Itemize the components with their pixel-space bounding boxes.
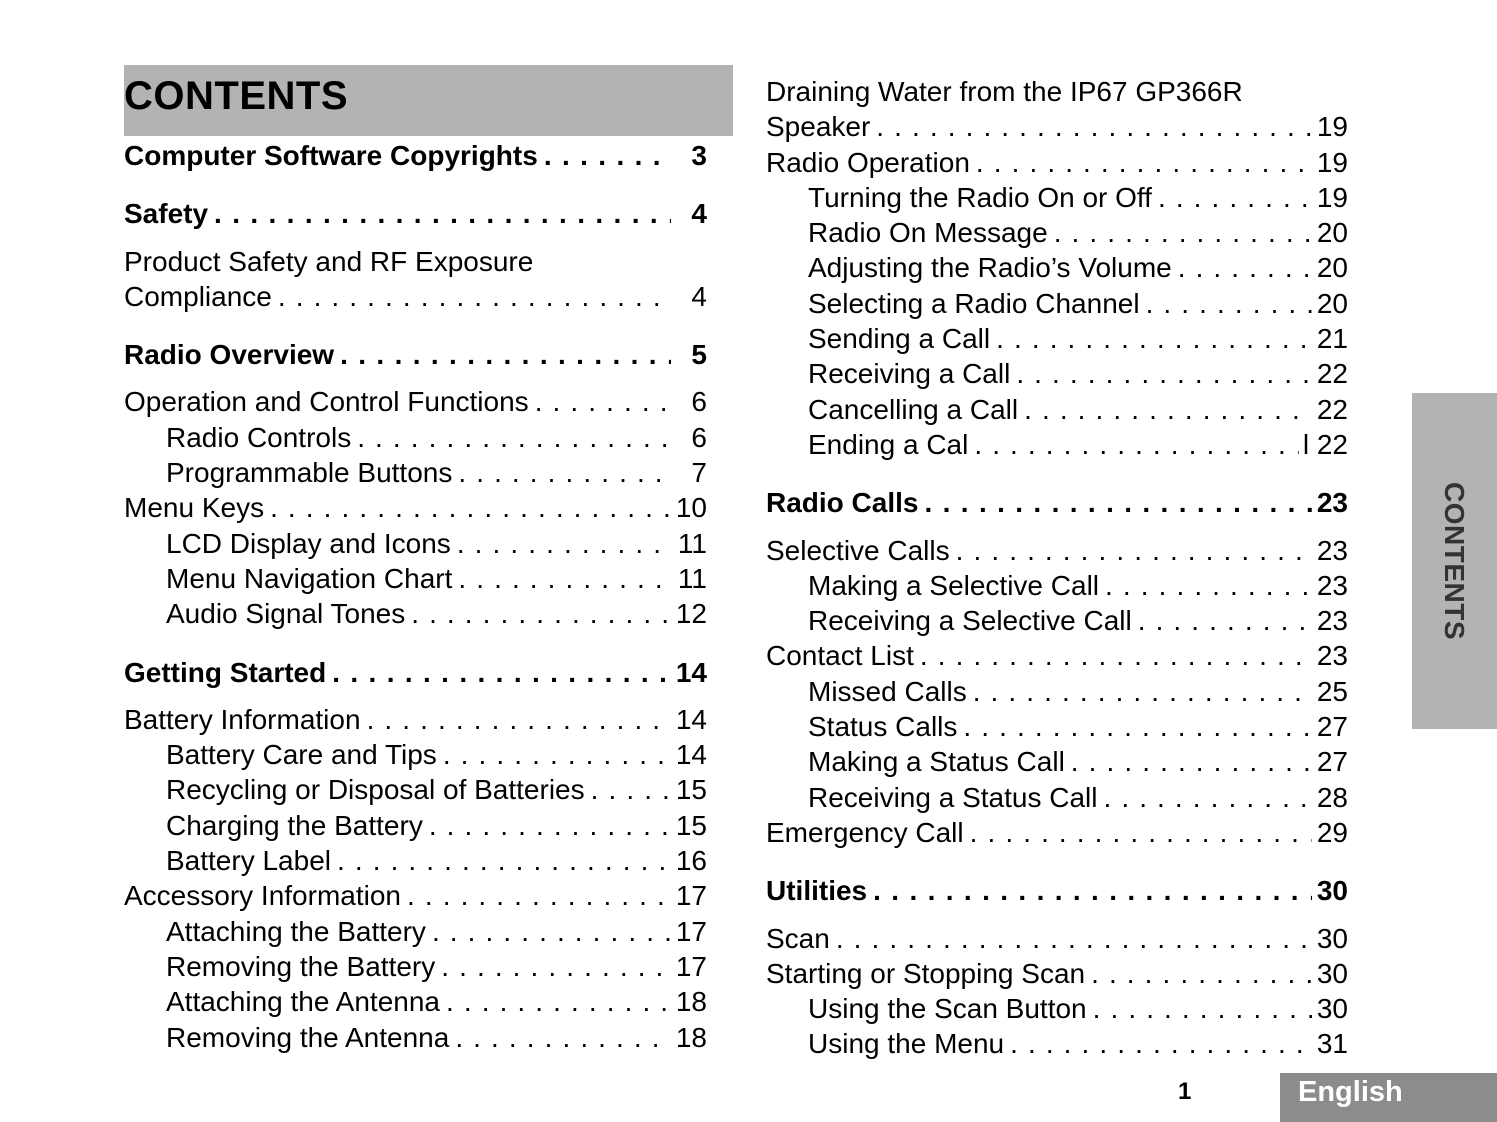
toc-entry-label: Radio Overview (124, 339, 335, 371)
toc-entry-page: 4 (691, 280, 707, 312)
toc-entry[interactable] (124, 843, 707, 878)
toc-entry-label: Radio Operation (766, 146, 970, 178)
dot-leader (429, 808, 671, 843)
toc-entry-page: 22 (1316, 393, 1348, 425)
dot-leader (974, 427, 1299, 462)
dot-leader (1024, 392, 1312, 427)
toc-entry-label: Menu Keys (124, 492, 265, 524)
toc-entry-page: 15 (675, 809, 707, 841)
toc-entry-label: Using the Scan Button (808, 993, 1087, 1025)
dot-leader (1091, 956, 1312, 991)
toc-entry-page: 10 (675, 492, 707, 524)
toc-entry-page: 6 (691, 421, 707, 453)
dot-leader (432, 914, 671, 949)
toc-entry-label: Computer Software Copyrights (124, 140, 538, 171)
dot-leader (1010, 1026, 1312, 1061)
toc-entry-page: 19 (1316, 111, 1348, 143)
toc-entry-page: 12 (675, 598, 707, 630)
toc-entry-label: Selecting a Radio Channel (808, 287, 1140, 319)
toc-entry[interactable] (124, 737, 707, 772)
dot-leader (214, 196, 671, 231)
toc-entry[interactable] (124, 279, 707, 314)
dot-leader (455, 1020, 671, 1055)
toc-entry[interactable] (766, 485, 1348, 520)
toc-entry-label: Radio Calls (766, 487, 919, 519)
toc-entry-page: 23 (1316, 569, 1348, 601)
toc-entry[interactable] (124, 196, 707, 231)
toc-entry-label: Missed Calls (808, 675, 967, 707)
toc-entry-label: Scan (766, 922, 830, 954)
toc-entry[interactable] (766, 921, 1348, 956)
toc-entry[interactable] (124, 949, 707, 984)
toc-entry[interactable] (766, 533, 1348, 568)
toc-entry[interactable] (124, 702, 707, 737)
toc-entry[interactable] (124, 984, 707, 1019)
dot-leader (1054, 215, 1312, 250)
dot-leader (924, 485, 1312, 520)
toc-entry-label: Receiving a Status Call (808, 781, 1098, 813)
toc-entry[interactable] (766, 744, 1348, 779)
toc-entry[interactable] (766, 321, 1348, 356)
dot-leader (1158, 180, 1312, 215)
toc-entry-page: 23 (1316, 487, 1348, 519)
dot-leader (332, 655, 671, 690)
toc-entry-label: Product Safety and RF Exposure (124, 245, 534, 277)
toc-entry-page: 11 (677, 527, 707, 559)
toc-entry[interactable] (766, 780, 1348, 815)
dot-leader (1093, 991, 1312, 1026)
dot-leader (411, 596, 671, 631)
dot-leader (1016, 356, 1312, 391)
toc-entry[interactable] (124, 337, 707, 372)
toc-entry-page: 19 (1316, 181, 1348, 213)
dot-leader (535, 384, 671, 419)
toc-left-column (124, 138, 707, 1055)
toc-entry-page: 14 (675, 703, 707, 735)
toc-entry[interactable] (766, 250, 1348, 285)
dot-leader (963, 709, 1312, 744)
toc-entry-label: Charging the Battery (166, 809, 423, 841)
dot-leader (270, 490, 671, 525)
dot-leader (407, 878, 671, 913)
dot-leader (446, 984, 671, 1019)
dot-leader (1146, 286, 1312, 321)
dot-leader (1178, 250, 1312, 285)
toc-entry[interactable] (766, 109, 1348, 144)
toc-entry-page: 30 (1316, 922, 1348, 954)
toc-entry[interactable] (124, 455, 707, 490)
toc-entry-label: Ending a Cal (808, 428, 969, 460)
toc-entry-label: Getting Started (124, 656, 327, 688)
toc-entry-page: 25 (1316, 675, 1348, 707)
toc-entry[interactable] (766, 568, 1348, 603)
toc-entry[interactable] (124, 914, 707, 949)
toc-entry[interactable] (124, 561, 707, 596)
toc-entry-label: Turning the Radio On or Off (808, 181, 1152, 213)
toc-entry-page: 18 (675, 1021, 707, 1053)
dot-leader (337, 843, 671, 878)
toc-entry-page: 14 (675, 656, 707, 688)
dot-leader (443, 737, 671, 772)
toc-entry-page: 3 (691, 140, 707, 171)
toc-entry-label: Speaker (766, 111, 871, 143)
toc-entry-page: 17 (675, 950, 707, 982)
toc-entry[interactable] (124, 808, 707, 843)
toc-entry-page: 28 (1316, 781, 1348, 813)
dot-leader (441, 949, 671, 984)
toc-entry[interactable] (766, 1026, 1348, 1061)
dot-leader (836, 921, 1312, 956)
toc-entry-page: 29 (1316, 816, 1348, 848)
toc-entry-label: Emergency Call (766, 816, 964, 848)
toc-entry-page: 11 (677, 562, 707, 594)
toc-entry-page: 27 (1316, 711, 1348, 743)
dot-leader (873, 873, 1312, 908)
toc-entry[interactable] (766, 603, 1348, 638)
dot-leader (996, 321, 1312, 356)
dot-leader (1071, 744, 1312, 779)
toc-entry[interactable] (124, 655, 707, 690)
toc-entry-page: 30 (1316, 993, 1348, 1025)
toc-entry[interactable] (124, 878, 707, 913)
dot-leader (1103, 780, 1312, 815)
toc-entry[interactable] (766, 286, 1348, 321)
dot-leader (458, 455, 671, 490)
toc-entry[interactable] (766, 873, 1348, 908)
toc-entry-page: l 22 (1302, 428, 1348, 460)
toc-entry-page: 15 (675, 774, 707, 806)
toc-entry-label: Battery Information (124, 703, 361, 735)
dot-leader (367, 702, 671, 737)
toc-entry-label: Attaching the Antenna (166, 986, 440, 1018)
toc-entry-page: 19 (1316, 146, 1348, 178)
toc-entry-page: 7 (691, 457, 707, 489)
toc-entry-label: Receiving a Call (808, 358, 1011, 390)
toc-entry-label: Receiving a Selective Call (808, 605, 1132, 637)
toc-entry[interactable] (766, 145, 1348, 180)
toc-entry-page: 23 (1316, 640, 1348, 672)
dot-leader (973, 674, 1312, 709)
toc-entry-page: 21 (1316, 323, 1348, 355)
toc-entry-label: Draining Water from the IP67 GP366R (766, 76, 1243, 107)
toc-entry-label: Removing the Antenna (166, 1021, 450, 1053)
side-tab-label: CONTENTS (1439, 482, 1470, 640)
toc-entry[interactable] (766, 427, 1348, 462)
toc-entry-page: 17 (675, 915, 707, 947)
toc-entry[interactable] (766, 74, 1348, 109)
toc-entry-label: Audio Signal Tones (166, 598, 406, 630)
toc-entry-label: Selective Calls (766, 534, 950, 566)
page-title: CONTENTS (124, 74, 348, 118)
toc-entry[interactable] (124, 772, 707, 807)
toc-entry[interactable] (766, 956, 1348, 991)
toc-entry[interactable] (124, 420, 707, 455)
toc-entry-label: Battery Care and Tips (166, 739, 437, 771)
dot-leader (278, 279, 671, 314)
dot-leader (1105, 568, 1312, 603)
toc-entry-label: Making a Selective Call (808, 569, 1100, 601)
dot-leader (1138, 603, 1312, 638)
toc-entry-label: Using the Menu (808, 1028, 1005, 1060)
toc-entry[interactable] (766, 638, 1348, 673)
toc-entry[interactable] (124, 244, 707, 279)
toc-entry-page: 20 (1316, 252, 1348, 284)
toc-entry-page: 16 (675, 845, 707, 877)
toc-entry-page: 17 (675, 880, 707, 912)
toc-entry-label: Contact List (766, 640, 914, 672)
toc-entry-label: Compliance (124, 280, 272, 312)
toc-entry-page: 23 (1316, 534, 1348, 566)
dot-leader (340, 337, 671, 372)
toc-entry-label: Menu Navigation Chart (166, 562, 453, 594)
toc-entry-label: Safety (124, 198, 209, 230)
toc-entry-label: Radio On Message (808, 217, 1048, 249)
toc-entry-label: Starting or Stopping Scan (766, 957, 1086, 989)
toc-entry-label: Cancelling a Call (808, 393, 1019, 425)
toc-entry[interactable] (766, 674, 1348, 709)
toc-entry-label: Accessory Information (124, 880, 401, 912)
dot-leader (544, 138, 671, 173)
toc-entry-label: Attaching the Battery (166, 915, 426, 947)
page-number: 1 (1178, 1078, 1192, 1105)
toc-entry-page: 20 (1316, 217, 1348, 249)
toc-entry-page: 20 (1316, 287, 1348, 319)
dot-leader (591, 772, 671, 807)
dot-leader (976, 145, 1312, 180)
toc-entry-label: Utilities (766, 875, 868, 907)
toc-entry[interactable] (124, 384, 707, 419)
toc-entry[interactable] (766, 215, 1348, 250)
toc-entry-page: 31 (1316, 1028, 1348, 1060)
toc-entry-page: 30 (1316, 875, 1348, 907)
toc-entry-page: 18 (675, 986, 707, 1018)
toc-entry-page: 4 (691, 198, 707, 230)
toc-entry[interactable] (766, 815, 1348, 850)
toc-entry[interactable] (766, 991, 1348, 1026)
toc-entry-label: Radio Controls (166, 421, 352, 453)
toc-entry-label: Making a Status Call (808, 746, 1065, 778)
dot-leader (357, 420, 671, 455)
toc-entry-page: 5 (691, 339, 707, 371)
dot-leader (956, 533, 1312, 568)
toc-entry-label: Programmable Buttons (166, 457, 453, 489)
toc-entry[interactable] (124, 526, 707, 561)
toc-entry[interactable] (766, 392, 1348, 427)
toc-entry-page: 27 (1316, 746, 1348, 778)
dot-leader (457, 526, 671, 561)
toc-entry[interactable] (124, 596, 707, 631)
toc-entry-label: Status Calls (808, 711, 958, 743)
toc-entry-page: 22 (1316, 358, 1348, 390)
toc-entry-page: 30 (1316, 957, 1348, 989)
toc-entry-label: Recycling or Disposal of Batteries (166, 774, 585, 806)
toc-entry-label: Adjusting the Radio’s Volume (808, 252, 1172, 284)
language-label: English (1298, 1076, 1403, 1108)
toc-entry[interactable] (766, 356, 1348, 391)
toc-entry[interactable] (124, 1020, 707, 1055)
toc-entry-label: LCD Display and Icons (166, 527, 451, 559)
toc-entry-page: 6 (691, 386, 707, 418)
toc-entry-page: 23 (1316, 605, 1348, 637)
toc-entry-label: Sending a Call (808, 323, 991, 355)
toc-entry-label: Battery Label (166, 845, 331, 877)
toc-entry[interactable] (766, 709, 1348, 744)
toc-entry-page: 14 (675, 739, 707, 771)
dot-leader (920, 638, 1312, 673)
toc-entry-label: Removing the Battery (166, 950, 436, 982)
dot-leader (876, 109, 1312, 144)
toc-entry[interactable] (124, 138, 707, 173)
toc-entry[interactable] (766, 180, 1348, 215)
toc-entry-label: Operation and Control Functions (124, 386, 529, 418)
toc-right-column (766, 74, 1348, 1062)
dot-leader (970, 815, 1312, 850)
dot-leader (458, 561, 671, 596)
toc-entry[interactable] (124, 490, 707, 525)
